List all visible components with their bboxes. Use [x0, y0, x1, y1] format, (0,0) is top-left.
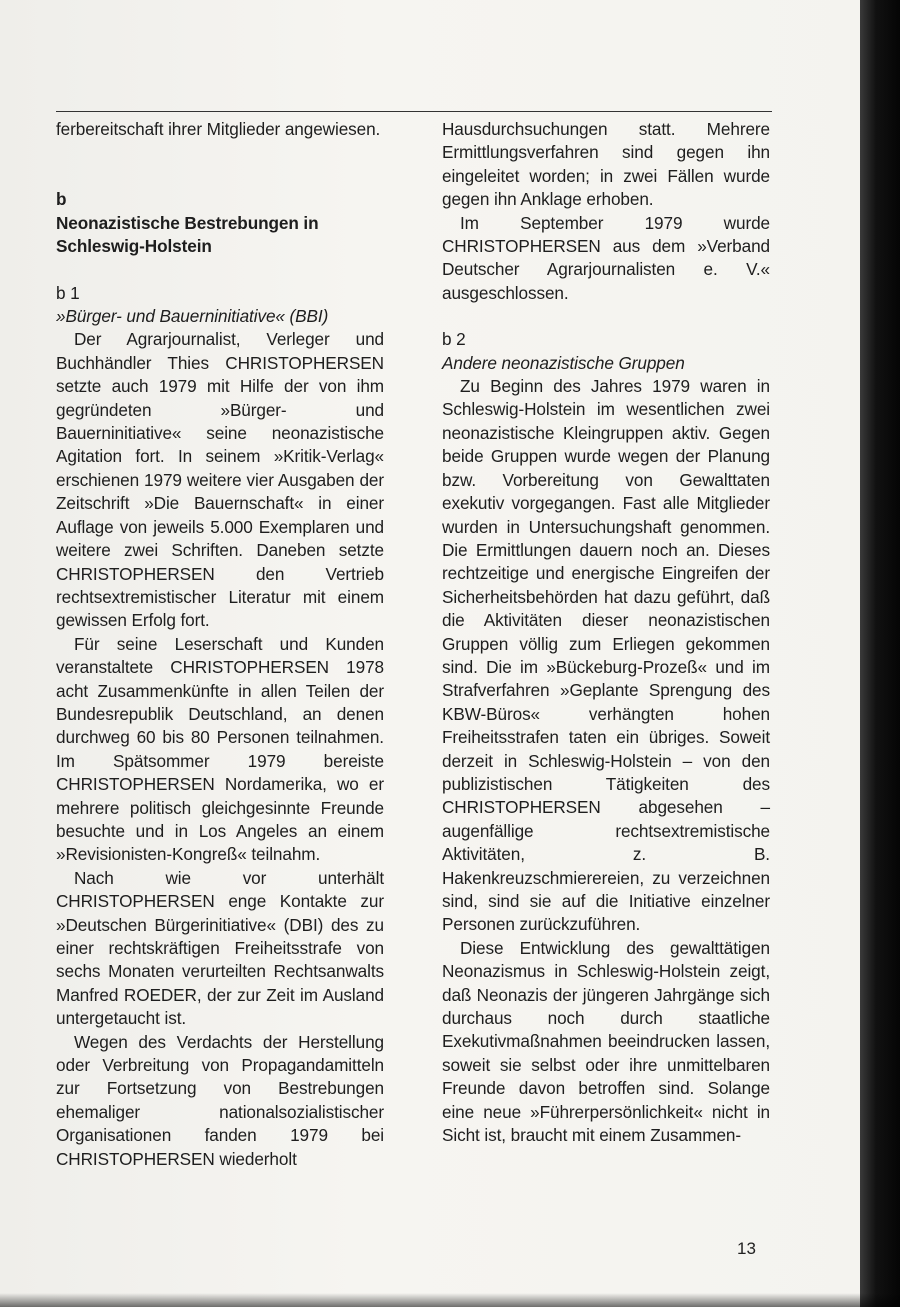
subsection-label: b 1 [56, 282, 80, 303]
section-title: Neonazistische Bestrebungen in Schleswig-Holstein [56, 212, 319, 257]
paragraph: Nach wie vor unterhält CHRISTOPHERSEN enge Kontakte zur »Deutschen Bürgerinitiative« (DBI) des zu einer rechtskräftigen Freiheitsstrafe von sechs Monaten verurteilten Rechtsanwalts Manfred ROEDER, der zur Zeit im Ausland untergetaucht ist. [56, 867, 384, 1029]
paragraph: Zu Beginn des Jahres 1979 waren in Schleswig-Holstein im wesentlichen zwei neonazistische Kleingruppen aktiv. Gegen beide Gruppen wurde wegen der Planung bzw. Vorbereitung von Gewalttaten exekutiv vorgegangen. Fast alle Mitglieder wurden in Untersuchungshaft genommen. Die Ermittlungen dauern noch an. Dieses rechtzeitige und energische Eingreifen der Sicherheitsbehörden hat dazu geführt, daß die Aktivitäten dieser neonazistischen Gruppen völlig zum Erliegen gekommen sind. Die im »Bückeburg-Prozeß« und im Strafverfahren »Geplante Sprengung des KBW-Büros« verhängten hohen Freiheitsstrafen taten ein übriges. Soweit derzeit in Schleswig-Holstein – von den publizistischen Tätigkeiten des CHRISTOPHERSEN abgesehen – augenfällige rechtsextremistische Aktivitäten, z. B. Hakenkreuzschmierereien, zu verzeichnen sind, sind sie auf die Initiative einzelner Personen zurückzuführen. [442, 376, 770, 935]
page-bottom-shadow [0, 1293, 900, 1307]
book-binding-edge [860, 0, 900, 1307]
continuation-text: Hausdurchsuchungen statt. Mehrere Ermittlungsverfahren sind gegen ihn eingeleitet worden; in zwei Fällen wurde gegen ihn Anklage erhoben. [442, 119, 770, 210]
left-column [56, 118, 384, 1171]
paragraph: Im September 1979 wurde CHRISTOPHERSEN aus dem »Verband Deutscher Agrarjournalisten e. V.« ausgeschlossen. [442, 212, 770, 303]
continuation-text: ferbereitschaft ihrer Mitglieder angewiesen. [56, 119, 381, 139]
paragraph: Der Agrarjournalist, Verleger und Buchhändler Thies CHRISTOPHERSEN setzte auch 1979 mit Hilfe der von ihm gegründeten »Bürger- und Bauerninitiative« seine neonazistische Agitation fort. In seinem »Kritik-Verlag« erschienen 1979 weitere vier Ausgaben der Zeitschrift »Die Bauernschaft« in einer Auflage von jeweils 5.000 Exemplaren und weitere zwei Schriften. Daneben setzte CHRISTOPHERSEN den Vertrieb rechtsextremistischer Literatur mit einem gewissen Erfolg fort. [56, 329, 384, 631]
subsection-label: b 2 [442, 329, 466, 350]
section-letter: b [56, 189, 67, 210]
subsection-title: »Bürger- und Bauerninitiative« (BBI) [56, 306, 329, 327]
paragraph: Wegen des Verdachts der Herstellung oder Verbreitung von Propagandamitteln zur Fortsetzung von Bestrebungen ehemaliger nationalsozialistischer Organisationen fanden 1979 bei CHRISTOPHERSEN wiederholt [56, 1031, 384, 1169]
subsection-title: Andere neonazistische Gruppen [442, 352, 685, 373]
paragraph: Diese Entwicklung des gewalttätigen Neonazismus in Schleswig-Holstein zeigt, daß Neonazis der jüngeren Jahrgänge sich durchaus noch durch staatliche Exekutivmaßnahmen beeindrucken lassen, soweit sie selbst oder ihre unmittelbaren Freunde davon betroffen sind. Solange eine neue »Führerpersönlichkeit« nicht in Sicht ist, braucht mit einem Zusammen- [442, 937, 770, 1146]
paragraph: Für seine Leserschaft und Kunden veranstaltete CHRISTOPHERSEN 1978 acht Zusammenkünfte in allen Teilen der Bundesrepublik Deutschland, an denen durchweg 60 bis 80 Personen teilnahmen. Im Spätsommer 1979 bereiste CHRISTOPHERSEN Nordamerika, wo er mehrere politisch gleichgesinnte Freunde besuchte und in Los Angeles an einem »Revisionisten-Kongreß« teilnahm. [56, 633, 384, 865]
header-rule [56, 111, 772, 112]
right-column [442, 118, 770, 1147]
page-number: 13 [737, 1239, 756, 1258]
